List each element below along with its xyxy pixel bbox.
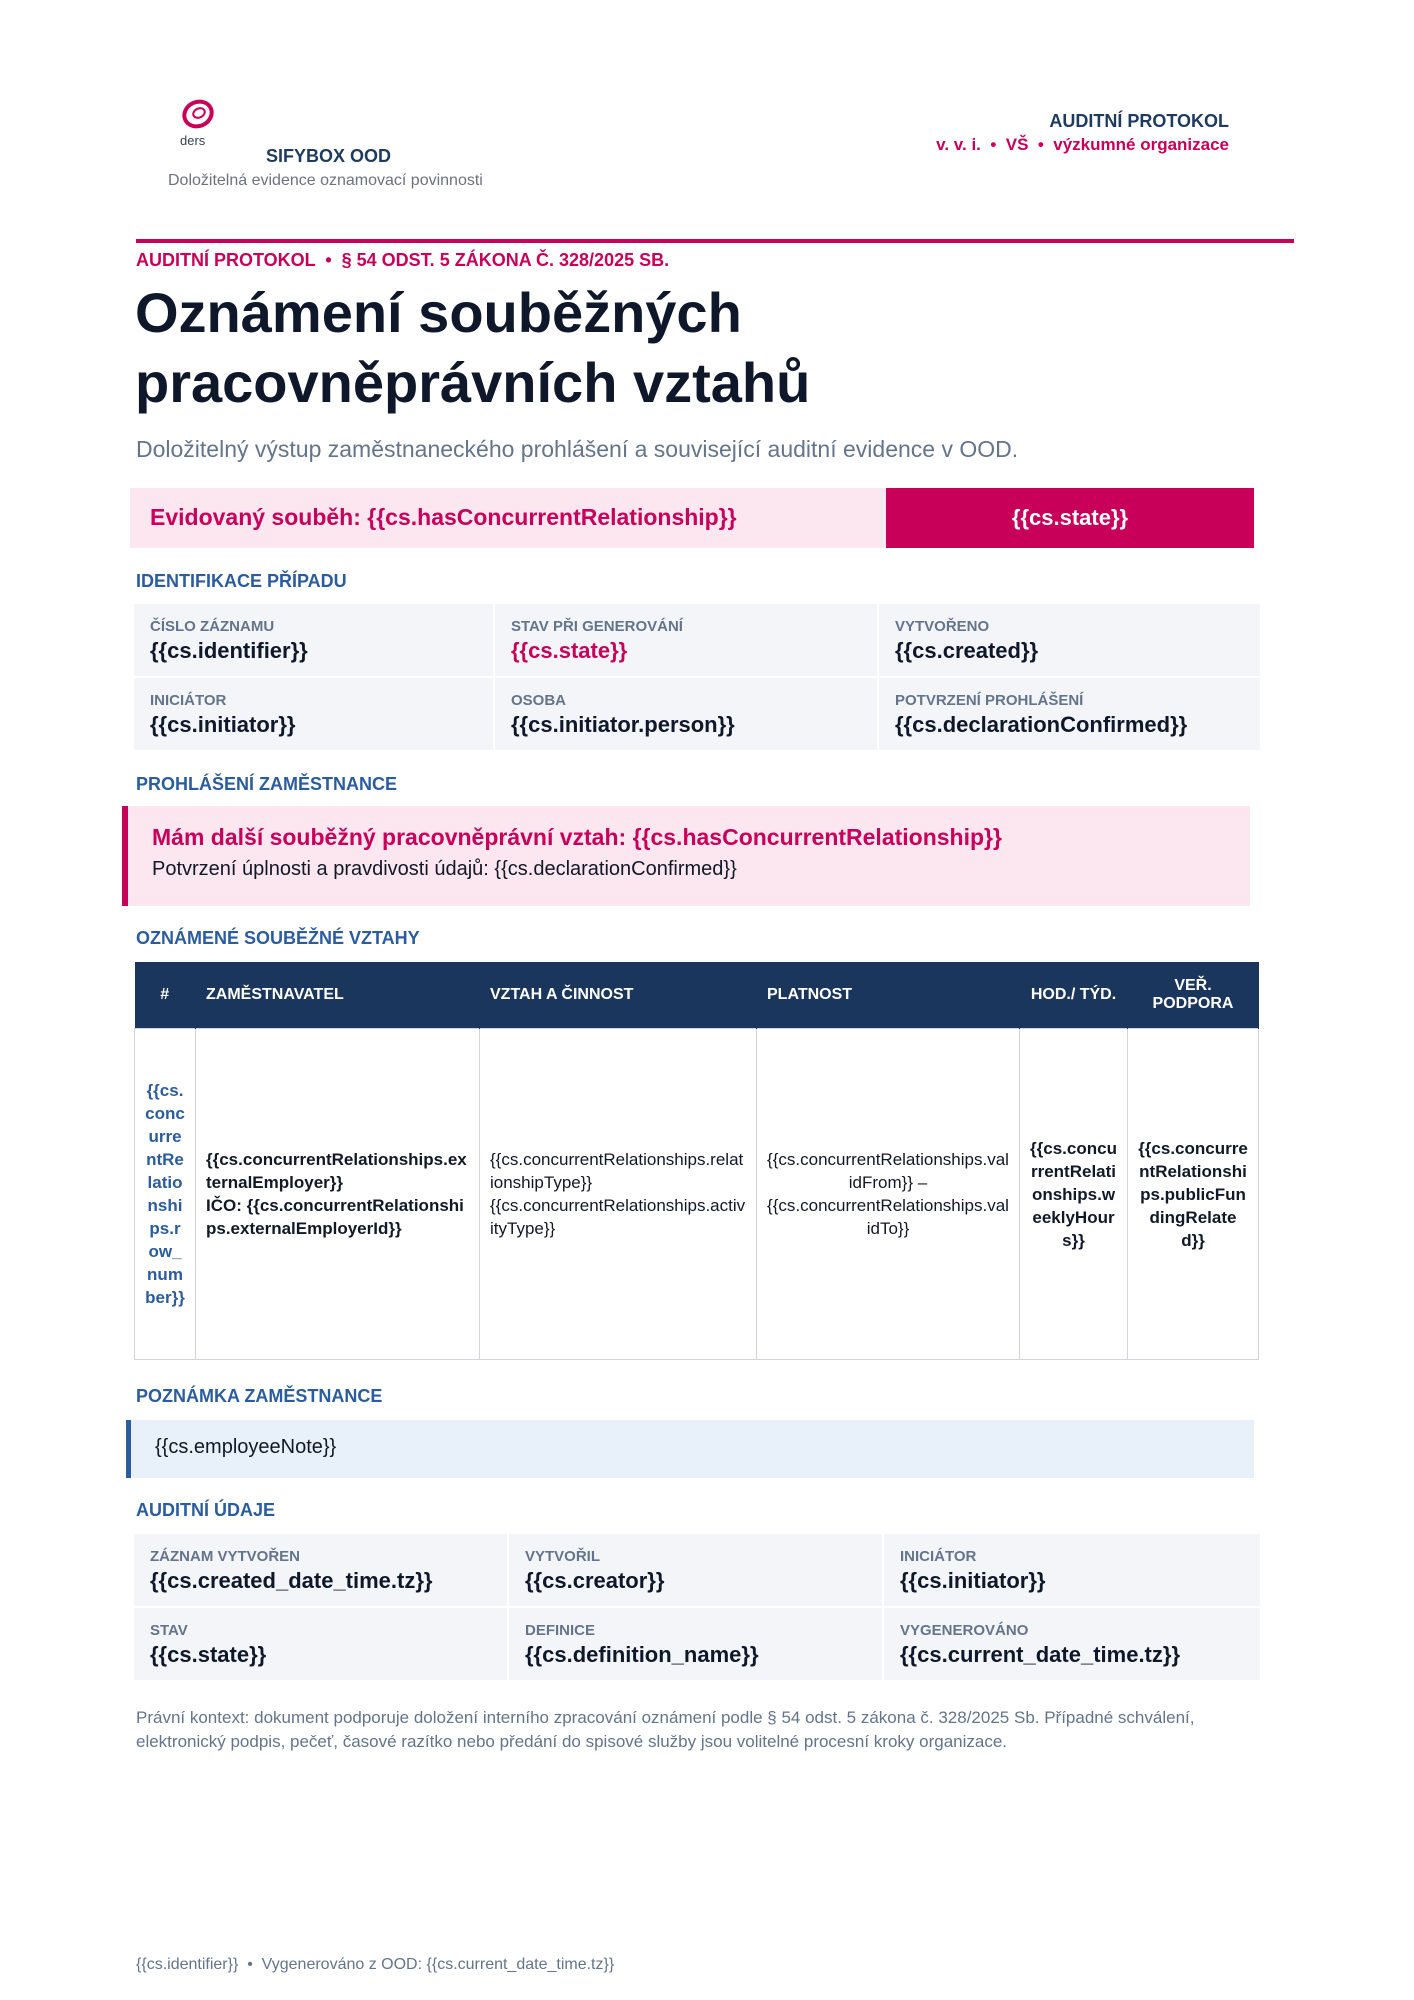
field-value: {{cs.created}} <box>895 638 1039 663</box>
employer-cell <box>196 1029 480 1360</box>
field-label: POTVRZENÍ PROHLÁŠENÍ <box>895 692 1084 709</box>
field-value: {{cs.state}} <box>511 638 628 663</box>
field-label: INICIÁTOR <box>150 692 227 709</box>
column-header-number: # <box>135 962 196 1029</box>
field-generation-state <box>495 604 877 676</box>
audit-initiator <box>884 1534 1260 1606</box>
valid-to: {{cs.concurrentRelationships.validTo}} <box>767 1196 1009 1238</box>
field-person <box>495 678 877 750</box>
page-footer: {{cs.identifier}} • Vygenerováno z OOD: {{cs.current_date_time.tz}} <box>136 1956 615 1973</box>
declaration-question: Mám další souběžný pracovněprávní vztah: {{cs.hasConcurrentRelationship}} <box>152 824 1002 850</box>
declaration-box <box>122 806 1250 906</box>
relationships-table <box>134 962 1259 1360</box>
table-header-row <box>135 962 1259 1029</box>
employee-note-box <box>126 1420 1254 1478</box>
field-value: {{cs.created_date_time.tz}} <box>150 1568 433 1593</box>
validity-cell <box>757 1029 1020 1360</box>
organization-tags: v. v. i. • VŠ • výzkumné organizace <box>936 135 1229 154</box>
field-record-number <box>134 604 493 676</box>
weekly-hours-cell: {{cs.concurrentRelationships.weeklyHours}} <box>1020 1029 1128 1360</box>
identification-heading: IDENTIFIKACE PŘÍPADU <box>136 571 347 591</box>
legal-context-note: Právní kontext: dokument podporuje doložení interního zpracování oznámení podle § 54 odst. 5 zákona č. 328/2025 Sb. Případné schválení, elektronický podpis, pečeť, časové razítko nebo předání do spisové služby jsou volitelné procesní kroky organizace. <box>136 1708 1195 1751</box>
page-title: Oznámení souběžných pracovněprávních vztahů <box>135 281 811 414</box>
state-badge <box>886 488 1254 548</box>
field-value: {{cs.creator}} <box>525 1568 665 1593</box>
employer-name: {{cs.concurrentRelationships.externalEmployer}} <box>206 1150 467 1192</box>
field-label: STAV PŘI GENEROVÁNÍ <box>511 618 683 635</box>
brand-name: SIFYBOX OOD <box>266 146 392 166</box>
declaration-confirmation: Potvrzení úplnosti a pravdivosti údajů: {{cs.declarationConfirmed}} <box>152 858 737 880</box>
relationship-cell <box>480 1029 757 1360</box>
field-value: {{cs.initiator}} <box>150 712 296 737</box>
column-header-public-funding: VEŘ. PODPORA <box>1128 962 1259 1029</box>
table-row <box>135 1029 1259 1360</box>
audit-record-created <box>134 1534 507 1606</box>
field-label: OSOBA <box>511 692 567 709</box>
field-label: DEFINICE <box>525 1622 596 1639</box>
relationships-heading: OZNÁMENÉ SOUBĚŽNÉ VZTAHY <box>136 928 420 948</box>
row-number-cell: {{cs.concurrentRelationships.row_number}} <box>135 1029 196 1360</box>
audit-state <box>134 1608 507 1680</box>
field-initiator <box>134 678 493 750</box>
concurrency-status-text: Evidovaný souběh: {{cs.hasConcurrentRelationship}} <box>150 504 737 530</box>
field-value: {{cs.definition_name}} <box>525 1642 759 1667</box>
field-declaration-confirmed <box>879 678 1260 750</box>
audit-generated <box>884 1608 1260 1680</box>
audit-definition <box>509 1608 882 1680</box>
audit-creator <box>509 1534 882 1606</box>
field-label: ZÁZNAM VYTVOŘEN <box>150 1548 300 1565</box>
brand-subtitle: Doložitelná evidence oznamovací povinnosti <box>168 172 483 189</box>
field-label: VYTVOŘIL <box>525 1548 601 1565</box>
page-subtitle: Doložitelný výstup zaměstnaneckého prohlášení a související auditní evidence v OOD. <box>136 436 1019 462</box>
concurrency-status-bar <box>130 488 886 548</box>
column-header-validity: PLATNOST <box>757 962 1020 1029</box>
accent-rule <box>136 239 1294 243</box>
employee-note-heading: POZNÁMKA ZAMĚSTNANCE <box>136 1386 383 1406</box>
column-header-employer: ZAMĚSTNAVATEL <box>196 962 480 1029</box>
field-label: VYGENEROVÁNO <box>900 1622 1029 1639</box>
audit-heading: AUDITNÍ ÚDAJE <box>136 1500 276 1520</box>
logo-mark-icon <box>176 96 220 136</box>
employer-ico: IČO: {{cs.concurrentRelationships.externalEmployerId}} <box>206 1196 464 1238</box>
logo-text: ders <box>180 133 206 148</box>
field-label: VYTVOŘENO <box>895 618 990 635</box>
column-header-relationship: VZTAH A ČINNOST <box>480 962 757 1029</box>
activity-type: {{cs.concurrentRelationships.activityType}} <box>490 1196 746 1238</box>
field-value: {{cs.state}} <box>150 1642 267 1667</box>
field-value: {{cs.identifier}} <box>150 638 308 663</box>
protocol-label: AUDITNÍ PROTOKOL <box>1049 111 1229 131</box>
field-label: INICIÁTOR <box>900 1548 977 1565</box>
field-created <box>879 604 1260 676</box>
field-value: {{cs.declarationConfirmed}} <box>895 712 1188 737</box>
field-label: STAV <box>150 1622 188 1639</box>
employee-note-text: {{cs.employeeNote}} <box>155 1436 337 1458</box>
valid-from: {{cs.concurrentRelationships.validFrom}} – <box>767 1150 1009 1192</box>
public-funding-cell: {{cs.concurrentRelationships.publicFundingRelated}} <box>1128 1029 1259 1360</box>
relationship-type: {{cs.concurrentRelationships.relationshipType}} <box>490 1150 744 1192</box>
column-header-weekly-hours: HOD./ TÝD. <box>1020 962 1128 1029</box>
field-value: {{cs.initiator.person}} <box>511 712 735 737</box>
field-label: ČÍSLO ZÁZNAMU <box>150 618 275 635</box>
document-kicker: AUDITNÍ PROTOKOL • § 54 ODST. 5 ZÁKONA Č. 328/2025 SB. <box>136 250 670 270</box>
field-value: {{cs.current_date_time.tz}} <box>900 1642 1181 1667</box>
state-badge-text: {{cs.state}} <box>1011 505 1129 530</box>
field-value: {{cs.initiator}} <box>900 1568 1046 1593</box>
declaration-heading: PROHLÁŠENÍ ZAMĚSTNANCE <box>136 774 398 794</box>
